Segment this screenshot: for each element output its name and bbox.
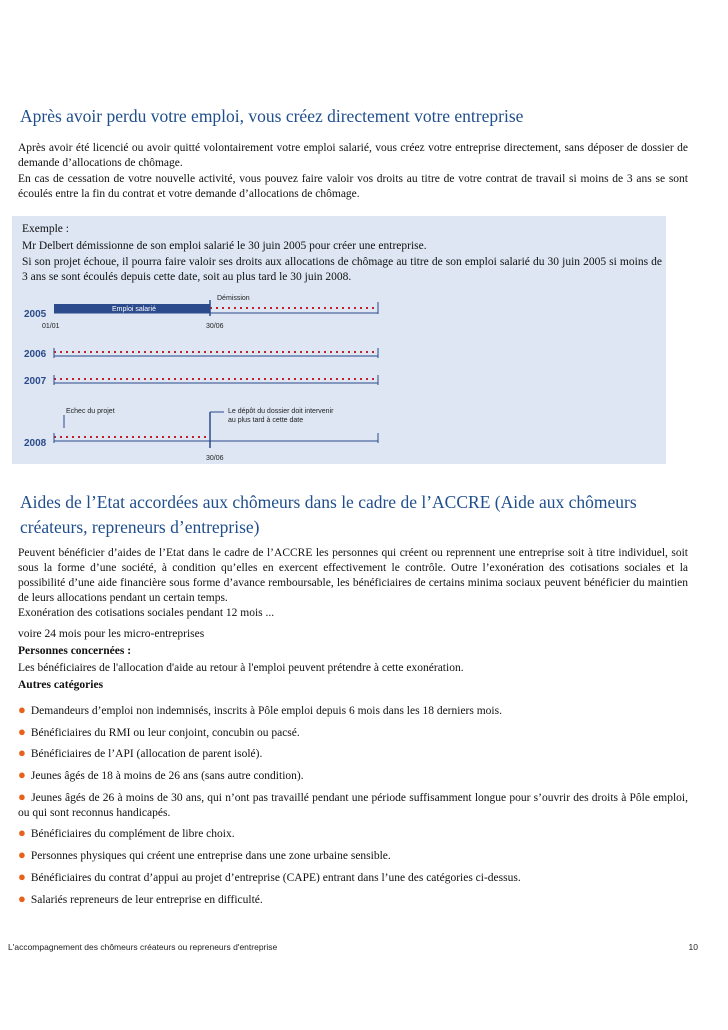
list-item: ● Demandeurs d’emploi non indemnisés, inscrits à Pôle emploi depuis 6 mois dans les 18 derniers mois. (18, 702, 502, 717)
example-line1: Mr Delbert démissionne de son emploi salarié le 30 juin 2005 pour créer une entreprise. (22, 240, 427, 252)
example-box (12, 216, 666, 464)
year-2008: 2008 (24, 438, 47, 449)
bullet-icon: ● (18, 891, 26, 906)
page-number: 10 (688, 942, 698, 952)
page-footer (8, 942, 698, 952)
list-item: ● Bénéficiaires de l’API (allocation de parent isolé). (18, 745, 263, 760)
example-label: Exemple : (22, 223, 69, 235)
section-title-emploi-perdu: Après avoir perdu votre emploi, vous créez directement votre entreprise (20, 106, 524, 126)
micro-entreprises-line: voire 24 mois pour les micro-entreprises (18, 628, 205, 640)
autres-heading: Autres catégories (18, 679, 104, 691)
bullet-icon: ● (18, 724, 26, 739)
bullet-icon: ● (18, 767, 26, 782)
bullet-icon: ● (18, 702, 26, 717)
list-item: ● Jeunes âgés de 18 à moins de 26 ans (sans autre condition). (18, 767, 304, 782)
depot-line2: au plus tard à cette date (228, 417, 304, 424)
year-2006: 2006 (24, 349, 47, 360)
demission-label: Démission (217, 295, 250, 302)
year-2007: 2007 (24, 376, 47, 387)
list-item: ● Jeunes âgés de 26 à moins de 30 ans, qui n’ont pas travaillé pendant une période suffisamment longue pour s’ouvrir des droits à Pôle emploi, ou qui sont reconnus handicapés. (18, 789, 688, 819)
bullet-icon: ● (18, 825, 26, 840)
bullet-icon: ● (18, 847, 26, 862)
exoneration-line: Exonération des cotisations sociales pendant 12 mois ... (18, 607, 275, 619)
paragraph-accre: Peuvent bénéficier d’aides de l’Etat dans le cadre de l’ACCRE les personnes qui créent ou reprennent une entreprise soit à titre individuel, soit sous la forme d’une société, à condition qu’elles en exercent effectivement le contrôle. Outre l’exonération des cotisations sociales et la possibilité d’une aide financière sous forme d’avance remboursable, les bénéficiaires de certains minima sociaux peuvent bénéficier du maintien de leurs allocations pendant un certain temps. (18, 547, 688, 604)
footer-text: L'accompagnement des chômeurs créateurs ou repreneurs d'entreprise (8, 942, 278, 952)
paragraph-licencie: Après avoir été licencié ou avoir quitté volontairement votre emploi salarié, vous créez votre entreprise directement, sans déposer de dossier de demande d’allocations de chômage. (18, 142, 688, 169)
echec-label: Echec du projet (66, 408, 115, 415)
bullet-icon: ● (18, 789, 27, 804)
section-title-accre: Aides de l’Etat accordées aux chômeurs dans le cadre de l’ACCRE (Aide aux chômeurs créateurs, repreneurs d’entreprise) (20, 492, 637, 537)
list-item: ● Bénéficiaires du complément de libre choix. (18, 825, 235, 840)
bar-label: Emploi salarié (112, 306, 156, 313)
list-item: ● Personnes physiques qui créent une entreprise dans une zone urbaine sensible. (18, 847, 391, 862)
personnes-heading: Personnes concernées : (18, 645, 132, 657)
paragraph-cessation: En cas de cessation de votre nouvelle activité, vous pouvez faire valoir vos droits au titre de votre contrat de travail si moins de 3 ans se sont écoulés entre la fin du contrat et votre demande d’allocations de chômage. (18, 173, 688, 200)
timeline-diagram (12, 290, 666, 462)
date-3006-bottom: 30/06 (206, 455, 224, 462)
example-line2: Si son projet échoue, il pourra faire valoir ses droits aux allocations de chômage au titre de son emploi salarié du 30 juin 2005 si moins de 3 ans se sont écoulés depuis cette date, soit au plus tard le 30 juin 2008. (22, 256, 662, 283)
depot-line1: Le dépôt du dossier doit intervenir (228, 408, 334, 415)
bullet-icon: ● (18, 869, 26, 884)
date-start: 01/01 (42, 323, 60, 330)
bullet-icon: ● (18, 745, 26, 760)
list-item: ● Salariés repreneurs de leur entreprise en difficulté. (18, 891, 263, 906)
list-item: ● Bénéficiaires du contrat d’appui au projet d’entreprise (CAPE) entrant dans l’une des catégories ci-dessus. (18, 869, 521, 884)
year-2005: 2005 (24, 309, 47, 320)
list-item: ● Bénéficiaires du RMI ou leur conjoint, concubin ou pacsé. (18, 724, 300, 739)
date-3006-top: 30/06 (206, 323, 224, 330)
personnes-text: Les bénéficiaires de l'allocation d'aide au retour à l'emploi peuvent prétendre à cette exonération. (18, 662, 464, 674)
